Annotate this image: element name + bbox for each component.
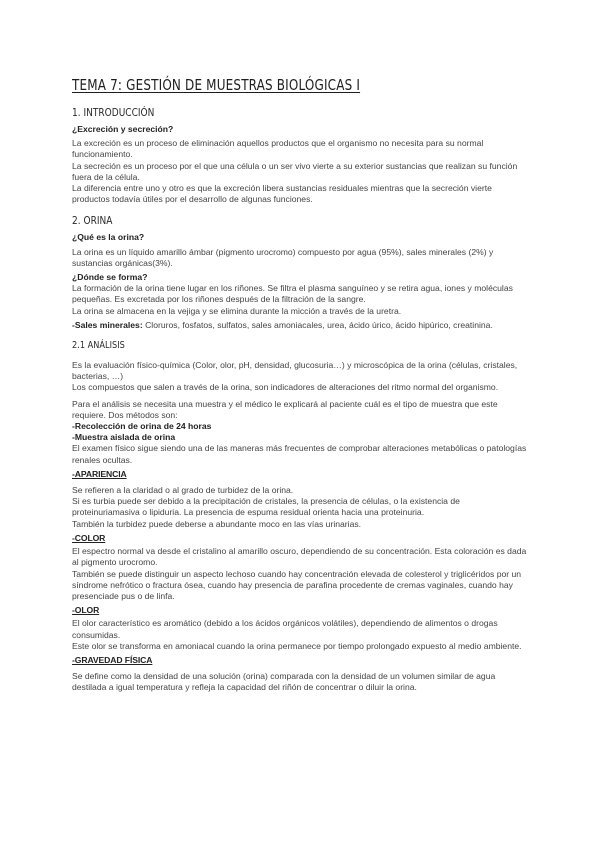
paragraph-line: El espectro normal va desde el cristalino al amarillo oscuro, dependiendo de su concentración. Esta coloración es dada al pigmento urocromo. [72,546,527,568]
heading-apariencia: -APARIENCIA [72,468,127,479]
document-title: TEMA 7: GESTIÓN DE MUESTRAS BIOLÓGICAS I [72,76,361,94]
paragraph-line: La orina se almacena en la vejiga y se elimina durante la micción a través de la uretra. [72,305,402,316]
question-excrecion: ¿Excreción y secreción? [72,124,174,134]
paragraph-line: El examen físico sigue siendo una de las maneras más frecuentes de comprobar alteraciones metabólicas o patologías renales ocultas. [72,443,527,465]
heading-gravedad-fisica: -GRAVEDAD FÍSICA [72,654,153,665]
paragraph-line: La formación de la orina tiene lugar en los riñones. Se filtra el plasma sanguíneo y se retira agua, iones y moléculas pequeñas. Es excretada por los riñones después de la filtración de la sangre. [72,283,513,305]
paragraph-line: Los compuestos que salen a través de la orina, son indicadores de alteraciones del ritmo normal del organismo. [72,382,499,393]
heading-color: -COLOR [72,532,106,543]
question-que-es-orina: ¿Qué es la orina? [72,232,145,243]
paragraph-line: Es la evaluación físico-química (Color, olor, pH, densidad, glucosuria…) y microscópica de la orina (células, cristales, bacterias, …) [72,360,518,382]
heading-olor: -OLOR [72,605,100,616]
paragraph-line: El olor característico es aromático (debido a los ácidos orgánicos volátiles), dependiendo de alimentos o drogas consumidas. [72,618,498,640]
paragraph-line: Si es turbia puede ser debido a la precipitación de cristales, la presencia de células, o la existencia de proteinuriamasiva o lipiduria. La presencia de espuma residual orienta hacia una proteinuria. [72,496,460,518]
paragraph-line: También se puede distinguir un aspecto lechoso cuando hay concentración elevada de colesterol y triglicéridos por un síndrome nefrótico o fractura ósea, cuando hay presencia de parafina procedente de cremas vaginales, cuando hay presenciade pus o de linfa. [72,568,522,601]
sales-minerales-text: Cloruros, fosfatos, sulfatos, sales amoniacales, urea, ácido úrico, ácido hipúrico, creatinina. [142,319,493,330]
method-muestra-aislada: -Muestra aislada de orina [72,432,176,443]
paragraph-line: La excreción es un proceso de eliminación aquellos productos que el organismo no necesita para su normal funcionamiento. [72,138,484,160]
paragraph-line: Este olor se transforma en amoniacal cuando la orina permanece por tiempo prolongado expuesto al medio ambiente. [72,640,522,651]
paragraph-line: También la turbidez puede deberse a abundante moco en las vías urinarias. [72,518,362,529]
question-donde-se-forma: ¿Dónde se forma? [72,272,148,283]
sales-minerales-line [72,320,530,331]
paragraph-line: La secreción es un proceso por el que una célula o un ser vivo vierte a su exterior sustancias que realizan su función fuera de la célula. [72,160,518,182]
paragraph-line: Se refieren a la claridad o al grado de turbidez de la orina. [72,485,294,496]
paragraph-line: Se define como la densidad de una solución (orina) comparada con la densidad de un volumen similar de agua destilada a igual temperatura y refleja la capacidad del riñón de concentrar o diluir la orina. [72,671,496,693]
section-heading-analisis: 2.1 ANÁLISIS [72,340,125,352]
method-24-horas: -Recolección de orina de 24 horas [72,421,212,432]
section-heading-introduccion: 1. INTRODUCCIÓN [72,106,155,119]
section-heading-orina: 2. ORINA [72,214,113,228]
sales-minerales-label: -Sales minerales: [72,319,143,330]
paragraph-line: La diferencia entre uno y otro es que la excreción libera sustancias residuales mientras que la secreción vierte productos todavía útiles por el desarrollo de algunas funciones. [72,183,492,205]
paragraph-line: Para el análisis se necesita una muestra y el médico le explicará al paciente cuál es el tipo de muestra que este requiere. Dos métodos son: [72,398,498,420]
paragraph-line: La orina es un líquido amarillo ámbar (pigmento urocromo) compuesto por agua (95%), sales minerales (2%) y sustancias orgánicas(3%). [72,246,494,268]
